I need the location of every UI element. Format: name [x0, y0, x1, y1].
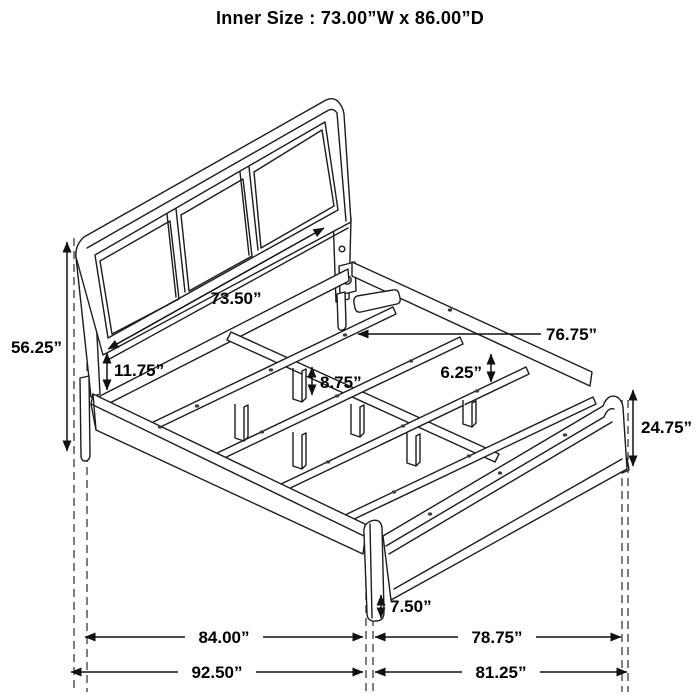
center-rail — [227, 332, 499, 462]
dim-label-headboard-clearance: 11.75” — [114, 361, 165, 380]
dim-label-foot-inner-length: 78.75” — [471, 628, 523, 647]
dim-label-footboard-height: 24.75” — [641, 418, 693, 437]
dim-label-slat-length: 76.75” — [546, 325, 598, 344]
dim-label-headboard-height: 56.25” — [10, 338, 62, 357]
support-leg — [351, 404, 364, 437]
headboard-left-leg — [80, 376, 90, 461]
dim-label-headboard-width: 73.50” — [210, 289, 262, 308]
support-leg — [407, 433, 420, 466]
support-leg — [235, 404, 248, 441]
support-leg — [293, 432, 306, 469]
bed-frame-drawing — [76, 99, 629, 621]
dim-label-overall-foot-length: 81.25” — [475, 663, 527, 682]
near-side-rail — [91, 394, 367, 554]
dim-label-inner-frame-length: 84.00” — [198, 628, 250, 647]
dim-label-overall-head-length: 92.50” — [191, 663, 243, 682]
dim-label-footboard-clearance: 7.50” — [390, 597, 432, 616]
diagram-title: Inner Size : 73.00”W x 86.00”D — [215, 8, 485, 28]
headboard-right-leg — [337, 292, 346, 330]
slat — [213, 337, 463, 462]
dim-label-rail-gap: 6.25” — [440, 363, 482, 382]
dim-label-leg-height: 8.75” — [320, 373, 362, 392]
